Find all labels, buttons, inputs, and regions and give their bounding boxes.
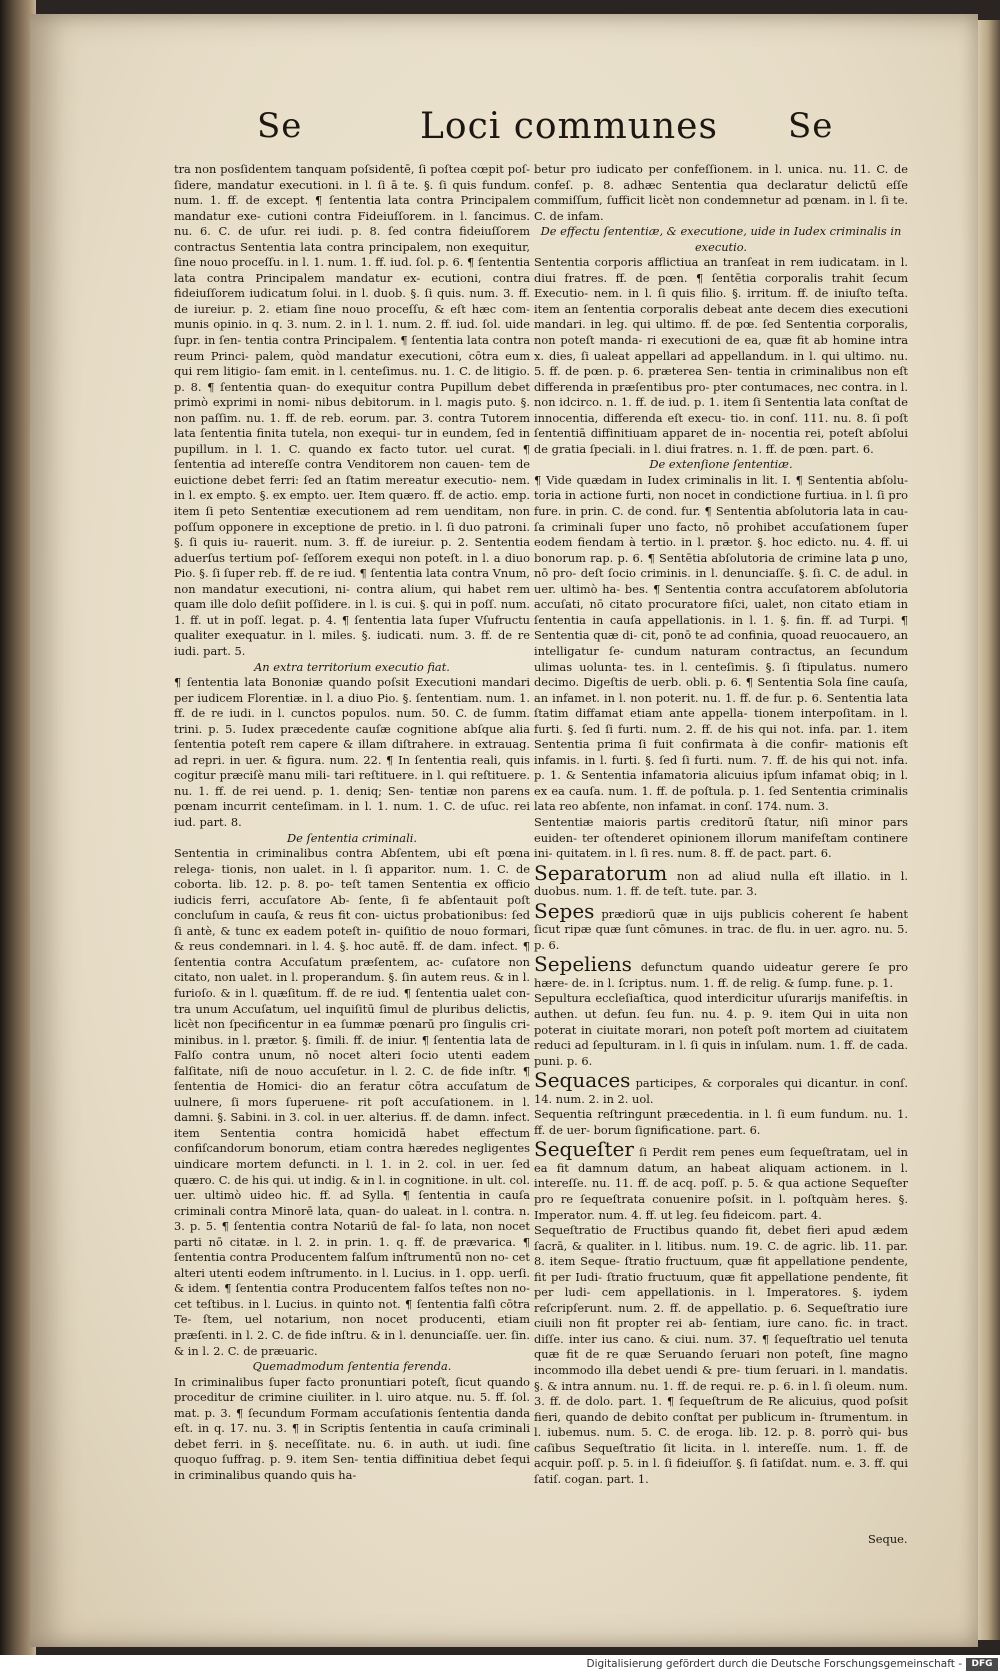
- right-paragraph: betur pro iudicato per confeſſionem. in l. unica. nu. 11. C. de confeſ. p. 8. adhæc Sententia qua declaratur delictū eſſe commiſſum, ſufficit licèt non condemnetur ad pœnam. in l. ſi te. C. de infam.: [534, 162, 908, 223]
- right-column: [534, 162, 908, 1487]
- section-heading: An extra territorium executio fiat.: [254, 659, 450, 674]
- footer-credit: Digitalisierung gefördert durch die Deutsche Forschungsgemeinschaft -: [586, 1658, 962, 1670]
- entry: [534, 862, 908, 900]
- section-heading: De effectu ſententiæ, & executione, uide in Iudex criminalis in executio.: [540, 224, 902, 254]
- header-right: Se: [788, 106, 834, 146]
- entry-head: Sequeſter: [534, 1137, 634, 1162]
- book-edge-right: [976, 20, 1000, 1640]
- entry-head: Sepes: [534, 898, 595, 923]
- entry: [534, 1069, 908, 1107]
- header-title: Loci communes: [420, 106, 718, 147]
- entry: [534, 953, 908, 991]
- section-heading: De extenſione ſententiæ.: [649, 457, 793, 472]
- entry: [534, 900, 908, 954]
- entry: [534, 1138, 908, 1223]
- right-paragraph: Sententiæ maioris partis creditorū ſtatur, niſi minor pars euiden- ter oſtenderet opinionem illorum manifeſtam continere ini- quitatem. in l. ſi res. num. 8. ff. de pact. part. 6.: [534, 814, 908, 861]
- entry-text: non ad aliud nulla eſt illatio. in l. duobus. num. 1. ff. de teſt. tute. par. 3.: [534, 868, 908, 899]
- left-paragraph: In criminalibus ſuper facto pronuntiari poteſt, ſicut quando proceditur de crimine ciuiliter. in l. uiro atque. nu. 5. ff. ſol. mat. p. 3. ¶ ſecundum Formam accuſationis ſententia danda eſt. in q. 17. nu. 3. ¶ in Scriptis ſententia in cauſa criminali debet ferri. in §. neceſſitate. nu. 6. in auth. ut iudi. ſine quoquo ſuffrag. p. 9. item Sen- tentia diffinitiua debet ſequi in criminalibus quando quis ha-: [174, 1374, 530, 1482]
- right-paragraph: Sequeſtratio de Fructibus quando fit, debet fieri apud ædem ſacrā, & qualiter. in l. litibus. num. 19. C. de agric. lib. 11. par. 8. item Seque- ſtratio fructuum, quæ fit appellatione pendente, fit per Iudi- ſtratio fructuum, quæ fit appellatione pendente, fit per ludi- cem appellationis. in l. Imperatores. §. iydem reſcripſerunt. num. 2. ff. de appellatio. p. 6. Sequeſtratio iure ciuili non fit propter rei ab- ſentiam, iure cano. fic. in tract. diſſe. inter ius cano. & ciui. num. 37. ¶ ſequeſtratio uel tenuta quæ fit de re quæ Seruando ſeruari non poteſt, ſine magno incommodo illa debet uendi & pre- tium ſeruari. in l. mandatis. §. & intra annum. nu. 1. ff. de requi. re. p. 6. in l. ſi oleum. num. 3. ff. de dolo. part. 1. ¶ ſequeſtrum de Re alicuius, quod poſsit fieri, quando de debito conſtat per publicum in- ſtrumentum. in l. iubemus. num. 5. C. de eroga. lib. 12. p. 8. porrò qui- bus caſibus Sequeſtratio ſit licita. in l. intereſſe. num. 1. ff. de acquir. poſſ. p. 5. in l. ſi fideiuſſor. §. ſi ſatiſdat. num. e. 3. ff. qui ſatiſ. cogan. part. 1.: [534, 1223, 908, 1486]
- left-column: [174, 162, 530, 1483]
- entry-head: Separatorum: [534, 860, 668, 885]
- left-paragraph: ¶ ſententia lata Bononiæ quando poſsit Executioni mandari per iudicem Florentiæ. in l. a diuo Pio. §. ſententiam. num. 1. ff. de re iudi. in l. cunctos populos. num. 50. C. de ſumm. trini. p. 5. Iudex præcedente cauſæ cognitione abſque alia ſententia poteſt rem capere & illam diſtrahere. in extrauag. ad repri. in uer. & figura. num. 22. ¶ In ſententia reali, quis cogitur præciſè manu mili- tari reſtituere. in l. qui reſtituere. nu. 1. ff. de rei uend. p. 1. deniq; Sen- tentiæ non parens pœnam incurrit centeſimam. in l. 1. num. 1. C. de uſuc. rei iud. part. 8.: [174, 675, 530, 829]
- section-heading: De ſententia criminali.: [286, 830, 418, 845]
- right-paragraph: ¶ Vide quædam in Iudex criminalis in lit. I. ¶ Sententia abſolu- toria in actione furti, non nocet in condictione furtiua. in l. ſi pro fure. in prin. C. de cond. fur. ¶ Sententia abſolutoria lata in cau- ſa criminali ſuper uno facto, nō prohibet accuſationem ſuper eodem fiendam à tertio. in l. prætor. §. hoc edicto. nu. 4. ff. ui bonorum rap. p. 6. ¶ Sentētia abſolutoria de crimine lata ꝑ uno, nō pro- deſt ſocio criminis. in l. denunciaſſe. §. ſi. C. de adul. in uer. ultimò ha- bes. ¶ Sententia contra accuſatorem abſolutoria accuſati, nō citato procuratore fiſci, ualet, non citato etiam in ſententia in cauſa appellationis. in l. 1. §. fin. ff. ad Turpi. ¶ Sententia quæ di- cit, ponō te ad confinia, quoad reuocauero, an intelligatur ſe- cundum naturam contractus, an ſecundum ulimas uolunta- tes. in l. centeſimis. §. ſi ſtipulatus. numero decimo. Digeſtis de uerb. obli. p. 6. ¶ Sententia Sola ſine cauſa, an infamet. in l. non poterit. nu. 1. ff. de fur. p. 6. Sententia lata ſtatim diffamat etiam ante appella- tionem interpoſitam. in l. furti. §. ſed ſi furti. num. 2. ff. de his qui not. infa. par. 1. item Sententia prima ſi fuit confirmata à die confir- mationis eſt infamis. in l. furti. §. ſed ſi furti. num. 7. ff. de his qui not. infa. p. 1. & Sententia infamatoria alicuius ipſum infamat obiq; in l. ex ea cauſa. num. 1. ff. de poſtula. p. 1. ſed Sententia criminalis lata reo abſente, non infamat. in conſ. 174. num. 3.: [534, 472, 908, 814]
- catchword: Seque.: [868, 1532, 908, 1546]
- right-paragraph: Sepultura eccleſiaſtica, quod interdicitur uſurarijs manifeſtis. in authen. ut defun. ſeu fun. nu. 4. p. 9. item Qui in uita non poterat in ciuitate morari, non poteſt poſt mortem ad ciuitatem reduci ad ſepulturam. in l. ſi quis in inſulam. num. 1. ff. de cada. puni. p. 6.: [534, 991, 908, 1068]
- entry-text: participes, & corporales qui dicantur. in conſ. 14. num. 2. in 2. uol.: [534, 1076, 909, 1106]
- entry-text: prædiorū quæ in uijs publicis coherent ſe habent ſicut ripæ quæ ſunt cōmunes. in trac. de flu. in uer. agro. nu. 5. p. 6.: [534, 906, 908, 952]
- running-header: [30, 106, 978, 166]
- entry-head: Sequaces: [534, 1068, 631, 1093]
- right-paragraph: Sententia corporis afflictiua an tranſeat in rem iudicatam. in l. diui fratres. ff. de pœn. ¶ ſentētia corporalis trahit ſecum Executio- nem. in l. ſi quis filio. §. irritum. ff. de iniuſto teſta. item an ſententia corporalis debeat ante decem dies executioni mandari. in leg. qui ultimo. ff. de pœ. ſed Sententia corporalis, non poteſt manda- ri executioni de ea, quæ fit ab homine intra x. dies, ſi ualeat appellari ad appellandum. in l. qui ultimo. nu. 5. ff. de pœn. p. 6. præterea Sen- tentia in criminalibus non eſt differenda in præſentibus pro- pter contumaces, nec contra. in l. non idcirco. n. 1. ff. de iud. p. 1. item ſi Sententia lata conſtat de innocentia, differenda eſt execu- tio. in conſ. 111. nu. 8. ſi poſt ſententiā diffinitiuam apparet de in- nocentia rei, poteſt abſolui de gratia ſpeciali. in l. diui fratres. n. 1. ff. de pœn. part. 6.: [534, 255, 908, 456]
- dfg-logo: DFG: [966, 1658, 998, 1671]
- left-paragraph: tra non posſidentem tanquam poſsidentē, ſi poſtea cœpit poſ- ſidere, mandatur executioni. in l. ſi ā te. §. ſi quis fundum. num. 1. ff. de except. ¶ ſententia lata contra Principalem mandatur exe- cutioni contra Fideiuſſorem. in l. ſancimus. nu. 6. C. de uſur. rei iudi. p. 8. ſed contra fideiuſſorem contractus Sententia lata contra principalem, non exequitur, ſine nouo proceſſu. in l. 1. num. 1. ff. iud. ſol. p. 6. ¶ ſententia lata contra Principalem mandatur ex- ecutioni, contra fideiuſſorem iudicatum ſolui. in l. duob. §. ſi quis. num. 3. ff. de iureiur. p. 2. etiam ſine nouo proceſſu, & eſt hæc com- munis opinio. in q. 3. num. 2. in l. 1. num. 2. ff. iud. ſol. uide ſupr. in ſen- tentia contra Principalem. ¶ ſententia lata contra reum Princi- palem, quòd mandatur executioni, cōtra eum qui rem litigio- ſam emit. in l. centeſimus. nu. 1. C. de litigio. p. 8. ¶ ſententia quan- do exequitur contra Pupillum debet primò exprimi in nomi- nibus debitorum. in l. magis puto. §. non paſſim. nu. 1. ff. de reb. eorum. par. 3. contra Tutorem lata ſententia finita tutela, non exequi- tur in eundem, ſed in pupillum. in l. 1. C. quando ex facto tutor. uel curat. ¶ ſententia ad intereſſe contra Venditorem non cauen- tem de euictione debet ferri: ſed an ſtatim mereatur executio- nem. in l. ex empto. §. ex empto. uer. Item quæro. ff. de actio. emp. item ſi peto Sententiæ executionem ad rem uenditam, non poſſum opponere in exceptione de pretio. in l. ſi duo patroni. §. ſi quis iu- rauerit. num. 3. ff. de iureiur. p. 2. Sententia aduerſus tertium poſ- ſeſſorem exequi non poteſt. in l. a diuo Pio. §. ſi ſuper reb. ff. de re iud. ¶ ſententia lata contra Vnum, non mandatur executioni, ni- contra alium, qui habet rem quam ille dolo deſiit poſſidere. in l. is cui. §. qui in poſſ. num. 1. ff. ut in poſſ. legat. p. 4. ¶ ſententia lata ſuper Vſufructu qualiter exequatur. in l. miles. §. iudicati. num. 3. ff. de re iudi. part. 5.: [174, 162, 530, 658]
- entry-text: defunctum quando uideatur gerere ſe pro hære- de. in l. ſcriptus. num. 1. ff. de relig. & ſump. fune. p. 1.: [534, 960, 909, 990]
- left-paragraph: Sententia in criminalibus contra Abſentem, ubi eſt pœna relega- tionis, non ualet. in l. ſi apparitor. num. 1. C. de coborta. lib. 12. p. 8. po- teſt tamen Sententia ex officio iudicis ferri, accuſatore Ab- ſente, ſi fe abſentauit poſt concluſum in cauſa, & reus fit con- uictus probationibus: ſed ſi antè, & tunc ex eadem poteſt in- quiſitio de nouo formari, & reus condemnari. in l. 4. §. hoc autē. ff. de dam. infect. ¶ ſententia contra Accuſatum præſentem, ac- cuſatore non citato, non ualet. in l. properandum. §. ſin autem reus. & in l. furioſo. & in l. quæſitum. ff. de re iud. ¶ ſententia ualet con- tra unum Accuſatum, uel inquiſitū ſimul de pluribus delictis, licèt non ſpecificentur in ea ſummæ pœnarū pro ſingulis cri- minibus. in l. prætor. §. ſimili. ff. de iniur. ¶ ſententia lata de Falſo contra unum, nō nocet alteri ſocio utenti eadem falſitate, niſi de nouo accuſetur. in l. 2. C. de fide inſtr. ¶ ſententia de Homici- dio an feratur cōtra accuſatum de uulnere, ſi mors ſuperuene- rit poſt accuſationem. in l. damni. §. Sabini. in 3. col. in uer. alterius. ff. de damn. infect. item Sententia contra homicidā habet effectum confiſcandorum bonorum, etiam contra hæredes negligentes uindicare mortem defuncti. in l. 1. in 2. col. in uer. ſed quæro. C. de his qui. ut indig. & in l. in cognitione. in ult. col. uer. ultimò uideo hic. ff. ad Sylla. ¶ ſententia in cauſa criminali contra Minorē lata, quan- do ualeat. in l. contra. n. 3. p. 5. ¶ ſententia contra Notariū de fal- ſo lata, non nocet parti nō citatæ. in l. 2. in prin. 1. q. ff. de prævarica. ¶ ſententia contra Producentem falſum inſtrumentū non no- cet alteri utenti eodem inſtrumento. in l. Lucius. in 1. opp. uerſi. & idem. ¶ ſententia contra Producentem falſos teſtes non no- cet teſtibus. in l. Lucius. in quinto not. ¶ ſententia falſi cōtra Te- ſtem, uel notarium, non nocet producenti, etiam præſenti. in l. 2. C. de fide inſtru. & in l. denunciaſſe. uer. ſin. & in l. 2. C. de præuaric.: [174, 846, 530, 1358]
- right-paragraph: Sequentia reſtringunt præcedentia. in l. ſi eum fundum. nu. 1. ff. de uer- borum ſignificatione. part. 6.: [534, 1107, 908, 1137]
- header-left: Se: [257, 106, 303, 146]
- entry-head: Sepeliens: [534, 952, 632, 977]
- digitization-footer: [0, 1655, 1000, 1675]
- section-heading: Quemadmodum ſententia ferenda.: [252, 1359, 452, 1374]
- entry-text: ſi Perdit rem penes eum ſequeſtratam, uel in ea fit damnum datum, an habeat aliquam actionem. in l. intereſſe. nu. 11. ff. de acq. poſſ. p. 5. & qua actione Sequeſter pro re ſequeſtrata conuenire poſsit. in l. poſtquàm heres. §. Imperator. num. 4. ff. ut leg. ſeu fideicom. part. 4.: [534, 1145, 908, 1222]
- book-page: [30, 14, 978, 1647]
